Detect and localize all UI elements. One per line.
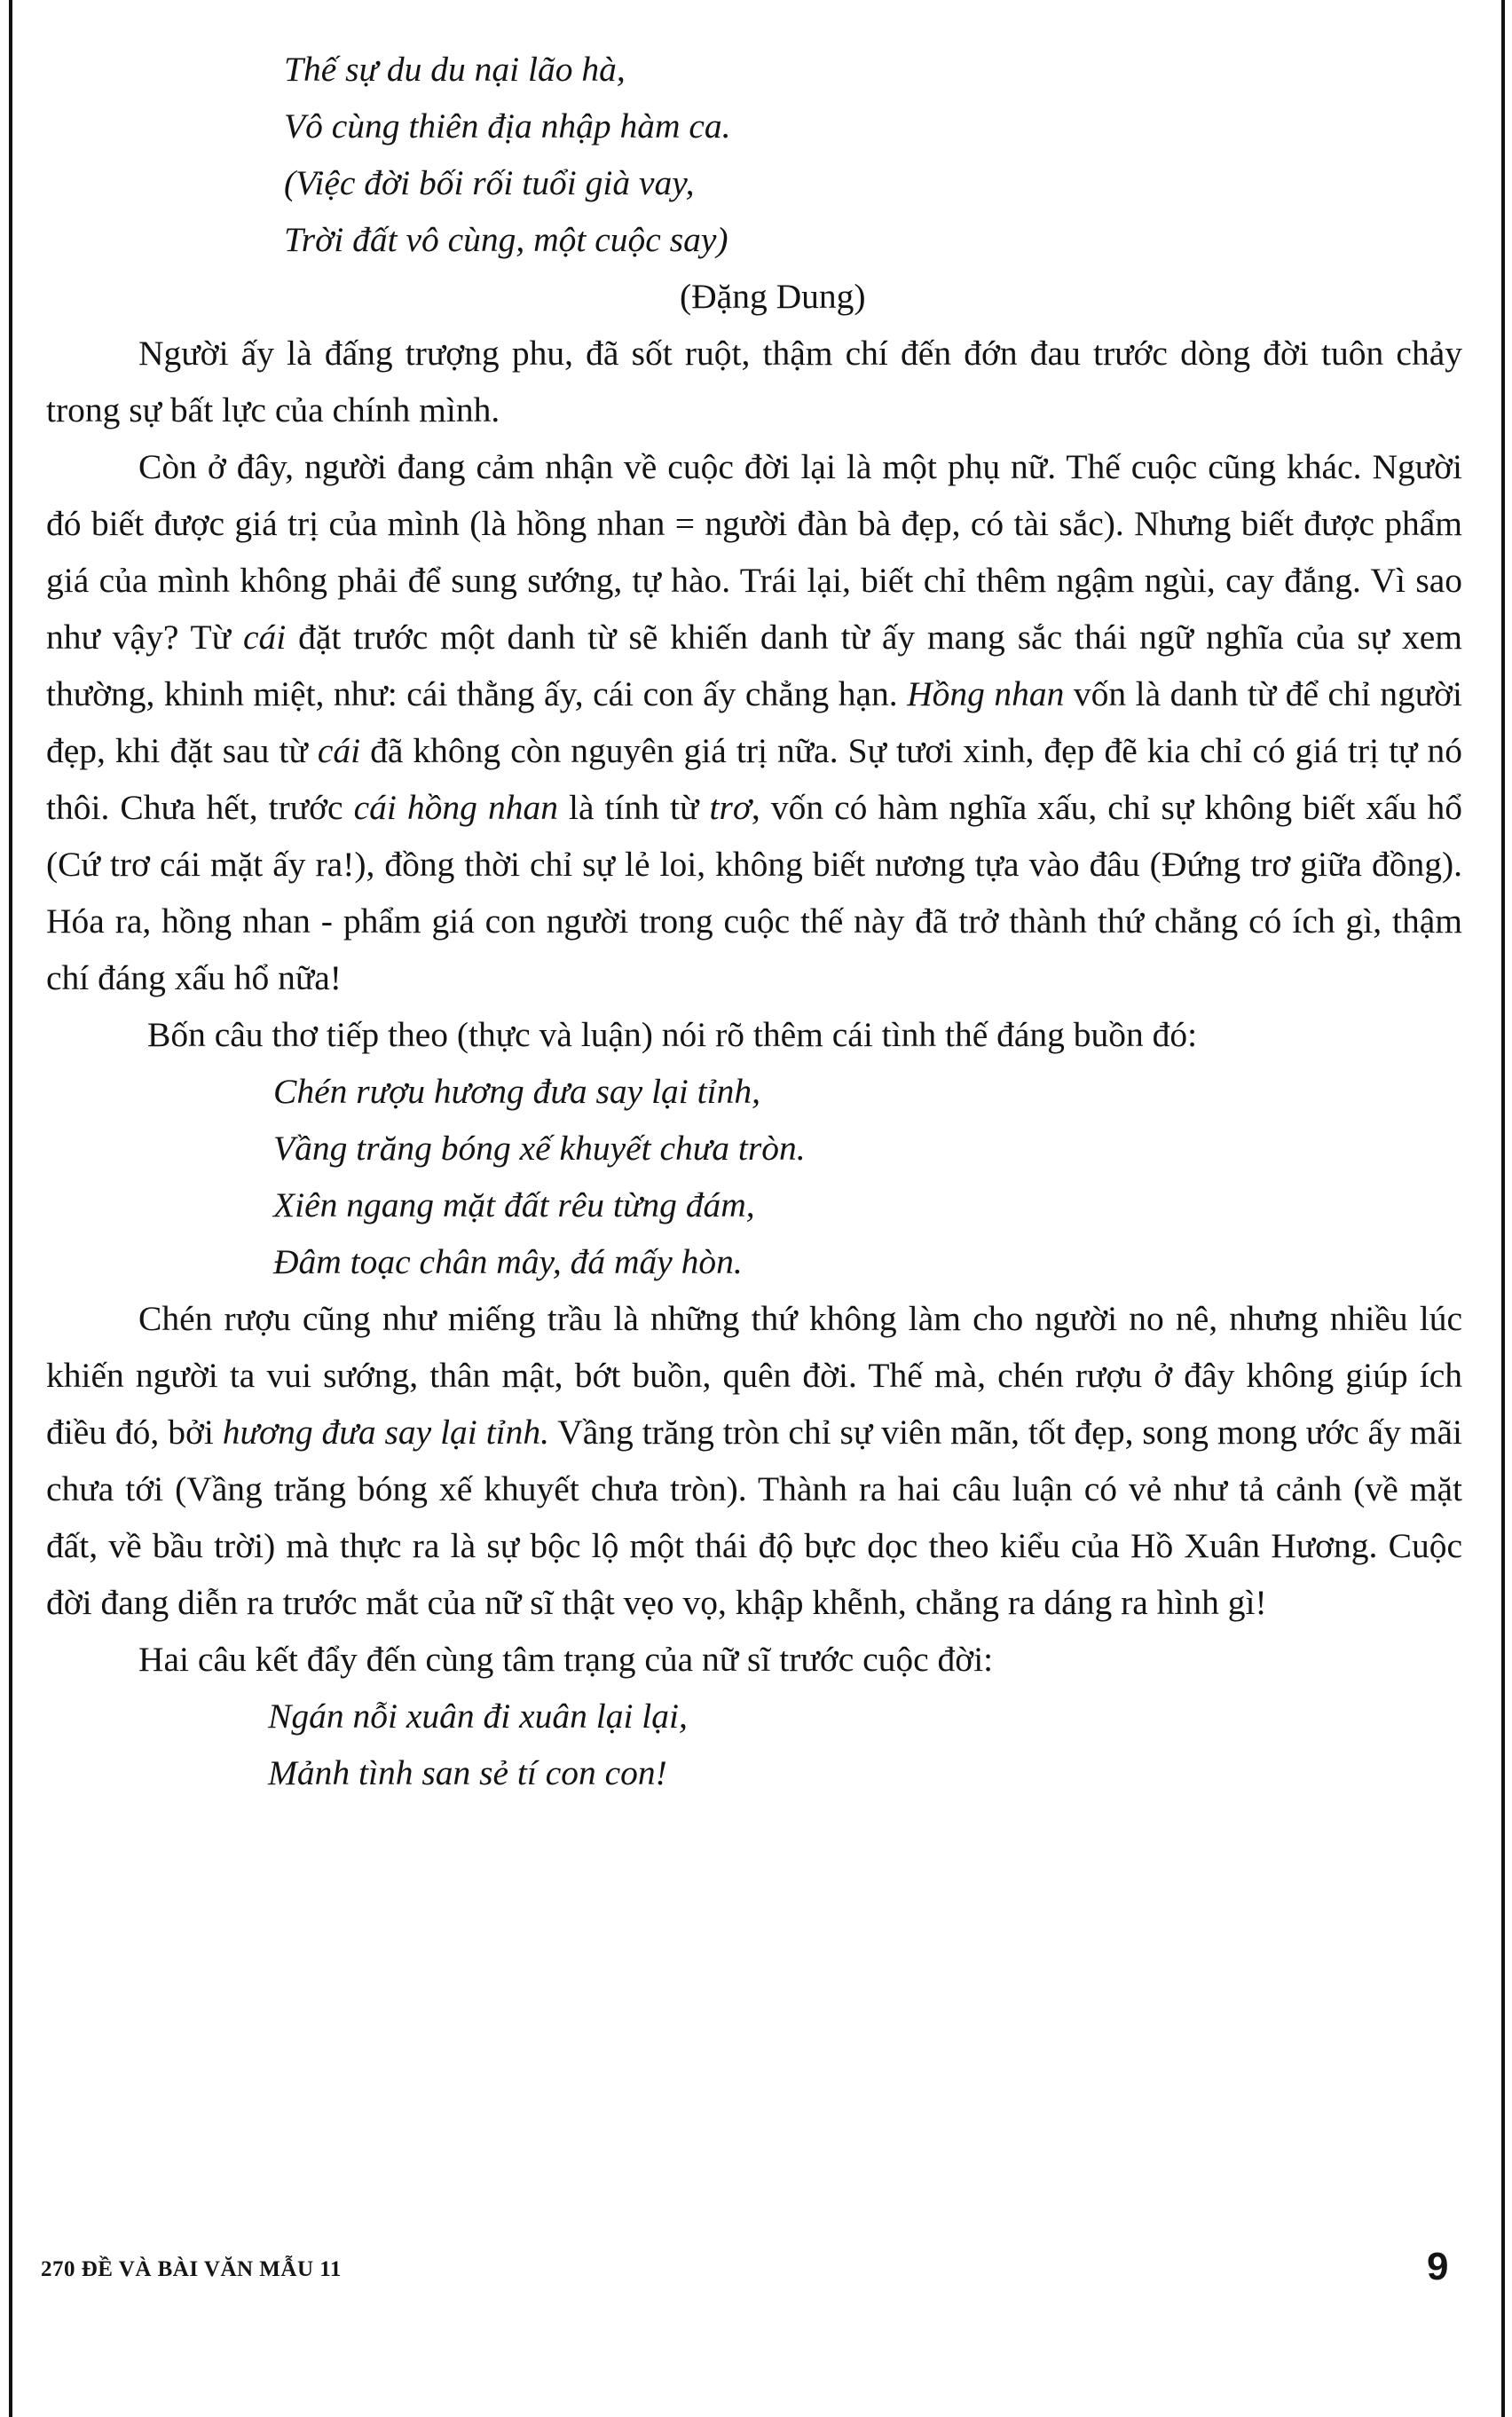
text-run: Còn ở đây, người đang cảm nhận về cuộc đời lại là một phụ nữ. Thế cuộc cũng khác. Người đó biết được giá trị của mình (là hồng nhan = người đàn bà đẹp, có tài sắc). Nhưng biết được phẩm giá của mình không phải để sung sướng, tự hào. Trái lại, biết chỉ thêm ngậm ngùi, cay đắng. Vì sao như vậy? Từ bbox=[46, 447, 1462, 657]
text-run: Chén rượu cũng như miếng trầu là những thứ không làm cho người no nê, nhưng nhiều lúc khiến người ta vui sướng, thân mật, bớt buồn, quên đời. Thế mà, chén rượu ở đây không giúp ích điều đó, bởi bbox=[46, 1299, 1462, 1452]
poem-quatrain bbox=[46, 1063, 1462, 1290]
poem-line: Mảnh tình san sẻ tí con con! bbox=[268, 1753, 667, 1792]
poem-line: Chén rượu hương đưa say lại tỉnh, bbox=[273, 1072, 760, 1111]
body-text-2 bbox=[46, 1290, 1462, 1688]
poem-line: (Việc đời bối rối tuổi già vay, bbox=[284, 163, 695, 202]
emphasis: trơ bbox=[709, 788, 752, 827]
paragraph bbox=[46, 438, 1462, 1006]
poem-line: Vô cùng thiên địa nhập hàm ca. bbox=[284, 106, 731, 146]
paragraph bbox=[46, 1290, 1462, 1631]
poem-ending bbox=[46, 1688, 1462, 1801]
emphasis: Hồng nhan bbox=[907, 674, 1065, 713]
text-run: đã không còn nguyên giá trị nữa. Sự tươi xinh, đẹp đẽ kia chỉ có giá trị tự nó thôi. Chưa hết, trước bbox=[46, 731, 1462, 827]
text-run: vốn là danh từ để chỉ người đẹp, khi đặt sau từ bbox=[46, 674, 1462, 770]
poem-line: Ngán nỗi xuân đi xuân lại lại, bbox=[268, 1697, 688, 1736]
poem-line: Trời đất vô cùng, một cuộc say) bbox=[284, 220, 728, 259]
book-title: 270 ĐỀ VÀ BÀI VĂN MẪU 11 bbox=[41, 2257, 342, 2281]
text-run: là tính từ bbox=[557, 788, 710, 827]
body-text bbox=[46, 325, 1462, 1063]
page-right-edge bbox=[1501, 0, 1505, 2417]
poem-attribution: (Đặng Dung) bbox=[680, 277, 866, 316]
poem-line: Vầng trăng bóng xế khuyết chưa tròn. bbox=[273, 1129, 806, 1168]
paragraph: Bốn câu thơ tiếp theo (thực và luận) nói rõ thêm cái tình thế đáng buồn đó: bbox=[147, 1015, 1198, 1054]
emphasis: hương đưa say lại tỉnh. bbox=[222, 1413, 550, 1452]
poem-line: Xiên ngang mặt đất rêu từng đám, bbox=[273, 1185, 755, 1224]
poem-line: Thế sự du du nại lão hà, bbox=[284, 50, 626, 89]
emphasis: cái bbox=[242, 618, 287, 657]
paragraph: Người ấy là đấng trượng phu, đã sốt ruột, thậm chí đến đớn đau trước dòng đời tuôn chảy trong sự bất lực của chính mình. bbox=[46, 334, 1462, 429]
page-number: 9 bbox=[1427, 2245, 1449, 2288]
text-run: đặt trước một danh từ sẽ khiến danh từ ấy mang sắc thái ngữ nghĩa của sự xem thường, khinh miệt, như: cái thằng ấy, cái con ấy chẳng hạn. bbox=[46, 618, 1462, 713]
text-run: , vốn có hàm nghĩa xấu, chỉ sự không biết xấu hổ (Cứ trơ cái mặt ấy ra!), đồng thời chỉ sự lẻ loi, không biết nương tựa vào đâu (Đứng trơ giữa đồng). Hóa ra, hồng nhan - phẩm giá con người trong cuộc thế này đã trở thành thứ chẳng có ích gì, thậm chí đáng xấu hổ nữa! bbox=[46, 788, 1462, 997]
text-run: Vầng trăng tròn chỉ sự viên mãn, tốt đẹp, song mong ước ấy mãi chưa tới (Vầng trăng bóng xế khuyết chưa tròn). Thành ra hai câu luận có vẻ như tả cảnh (về mặt đất, về bầu trời) mà thực ra là sự bộc lộ một thái độ bực dọc theo kiểu của Hồ Xuân Hương. Cuộc đời đang diễn ra trước mắt của nữ sĩ thật vẹo vọ, khập khễnh, chẳng ra dáng ra hình gì! bbox=[46, 1413, 1462, 1622]
poem-line: Đâm toạc chân mây, đá mấy hòn. bbox=[273, 1242, 743, 1281]
page-left-edge bbox=[9, 0, 12, 2417]
poem-dang-dung bbox=[46, 41, 1462, 268]
paragraph: Hai câu kết đẩy đến cùng tâm trạng của nữ sĩ trước cuộc đời: bbox=[138, 1640, 994, 1679]
emphasis: cái bbox=[317, 731, 361, 770]
page-content bbox=[46, 41, 1462, 1801]
emphasis: cái hồng nhan bbox=[353, 788, 558, 827]
